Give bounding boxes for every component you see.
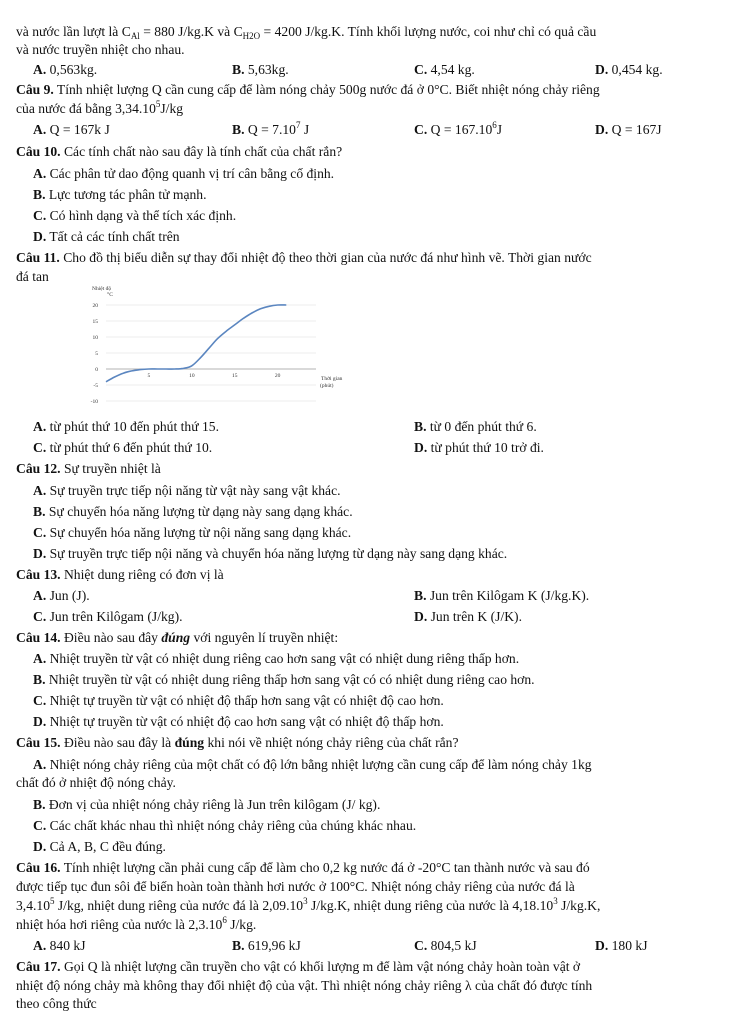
x-axis-label: Thời gian — [321, 376, 343, 382]
y-axis-label: Nhiệt độ — [92, 286, 112, 292]
x-tick-label: 5 — [147, 373, 151, 379]
q12-label: Câu 12. — [16, 461, 61, 476]
q9-option-d[interactable]: D. Q = 167J — [595, 122, 662, 137]
q8-option-c[interactable]: C. 4,54 kg. — [414, 62, 475, 77]
q11-label: Câu 11. — [16, 250, 60, 265]
q14-label: Câu 14. — [16, 630, 61, 645]
y-tick-label: -10 — [90, 399, 98, 405]
q12-option-d[interactable]: D. Sự truyền trực tiếp nội năng và chuyển hóa năng lượng từ dạng này sang dạng khác. — [33, 546, 508, 561]
q14-stem: Câu 14. Điều nào sau đây đúng với nguyên lí truyền nhiệt: — [16, 630, 339, 645]
q13-stem: Câu 13. Nhiệt dung riêng có đơn vị là — [16, 567, 224, 582]
q17-label: Câu 17. — [16, 959, 61, 974]
q11-option-d[interactable]: D. từ phút thứ 10 trở đi. — [414, 440, 544, 455]
q8-option-d[interactable]: D. 0,454 kg. — [595, 62, 663, 77]
q13-option-b[interactable]: B. Jun trên Kilôgam K (J/kg.K). — [414, 588, 590, 603]
temperature-curve — [106, 305, 286, 382]
q9-stem-line-2: của nước đá bằng 3,34.10$^5$J/kg — [16, 99, 184, 116]
y-tick-label: 15 — [92, 319, 98, 325]
y-axis-unit: °C — [107, 292, 113, 298]
q13-label: Câu 13. — [16, 567, 61, 582]
q10-option-d[interactable]: D. Tất cả các tính chất trên — [33, 229, 180, 244]
q16-stem-line-1: Câu 16. Tính nhiệt lượng cần phải cung cấp để làm cho 0,2 kg nước đá ở -20°C tan thành nước và sau đó — [16, 860, 590, 875]
q11-stem-line-1: Câu 11. Cho đồ thị biểu diễn sự thay đổi nhiệt độ theo thời gian của nước đá như hình vẽ. Thời gian nước — [16, 250, 592, 265]
chart-y-ticks — [91, 303, 99, 405]
y-tick-label: 20 — [92, 303, 98, 309]
q14-option-b[interactable]: B. Nhiệt truyền từ vật có nhiệt dung riêng thấp hơn sang vật có có nhiệt dung riêng cao hơn. — [33, 672, 535, 687]
x-tick-label: 20 — [274, 373, 281, 379]
q16-option-c[interactable]: C. 804,5 kJ — [414, 938, 477, 953]
q15-label: Câu 15. — [16, 735, 61, 750]
q12-stem: Câu 12. Sự truyền nhiệt là — [16, 461, 161, 476]
q11-option-a[interactable]: A. từ phút thứ 10 đến phút thứ 15. — [33, 419, 219, 434]
x-tick-label: 15 — [232, 373, 238, 379]
y-tick-label: 0 — [95, 367, 98, 373]
q10-option-c[interactable]: C. Có hình dạng và thể tích xác định. — [33, 208, 237, 223]
q15-option-a[interactable]: A. Nhiệt nóng chảy riêng của một chất có độ lớn bằng nhiệt lượng cần cung cấp để làm nóng chảy 1kg — [33, 757, 592, 772]
chart-grid — [106, 305, 316, 401]
q12-option-c[interactable]: C. Sự chuyển hóa năng lượng từ nội năng sang dạng khác. — [33, 525, 352, 540]
q13-option-c[interactable]: C. Jun trên Kilôgam (J/kg). — [33, 609, 183, 624]
q8-option-a[interactable]: A. 0,563kg. — [33, 62, 98, 77]
q9-stem-line-1: Câu 9. Tính nhiệt lượng Q cần cung cấp để làm nóng chảy 500g nước đá ở 0°C. Biết nhiệt nóng chảy riêng — [16, 82, 600, 97]
temperature-time-chart — [80, 283, 370, 415]
q13-option-a[interactable]: A. Jun (J). — [33, 588, 90, 603]
q17-stem-line-3: theo công thức — [16, 996, 97, 1011]
q16-option-a[interactable]: A. 840 kJ — [33, 938, 86, 953]
q15-option-a-line-2: chất đó ở nhiệt độ nóng chảy. — [16, 775, 176, 790]
q10-label: Câu 10. — [16, 144, 61, 159]
q17-stem-line-1: Câu 17. Gọi Q là nhiệt lượng cần truyền cho vật có khối lượng m để làm vật nóng chảy hoàn toàn vật ở — [16, 959, 581, 974]
x-axis-unit: (phút) — [320, 383, 334, 389]
q9-option-c[interactable]: C. $Q = 167.10^6J$ — [414, 120, 503, 137]
q8-text-line-1: và nước lần lượt là $C_{Al} = 880$ J/kg.K và $C_{H2O} = 4200$ J/kg.K. Tính khối lượng nước, coi như chỉ có quả cầu — [16, 24, 597, 41]
y-tick-label: -5 — [93, 383, 98, 389]
q11-option-b[interactable]: B. từ 0 đến phút thứ 6. — [414, 419, 537, 434]
q12-option-a[interactable]: A. Sự truyền trực tiếp nội năng từ vật này sang vật khác. — [33, 483, 341, 498]
q17-stem-line-2: nhiệt độ nóng chảy mà không thay đổi nhiệt độ của vật. Thì nhiệt nóng chảy riêng λ của chất đó được tính — [16, 978, 593, 993]
q14-option-c[interactable]: C. Nhiệt tự truyền từ vật có nhiệt độ thấp hơn sang vật có nhiệt độ cao hơn. — [33, 693, 444, 708]
q14-option-a[interactable]: A. Nhiệt truyền từ vật có nhiệt dung riêng cao hơn sang vật có nhiệt dung riêng thấp hơn. — [33, 651, 520, 666]
q16-stem-line-4: nhiệt hóa hơi riêng của nước là 2,3.10$^6$ J/kg. — [16, 915, 257, 932]
q8-option-b[interactable]: B. 5,63kg. — [232, 62, 289, 77]
q13-option-d[interactable]: D. Jun trên K (J/K). — [414, 609, 522, 624]
q9-option-a[interactable]: A. Q = 167k J — [33, 122, 110, 137]
q9-option-b[interactable]: B. $Q = 7.10^7$ J — [232, 120, 310, 137]
q16-stem-line-3: 3,4.10$^5$ J/kg, nhiệt dung riêng của nước đá là 2,09.10$^3$ J/kg.K, nhiệt dung riêng của nước là 4,18.10$^3$ J/kg.K, — [16, 896, 601, 913]
q11-option-c[interactable]: C. từ phút thứ 6 đến phút thứ 10. — [33, 440, 213, 455]
q8-text-line-2: và nước truyền nhiệt cho nhau. — [16, 42, 185, 57]
q16-option-b[interactable]: B. 619,96 kJ — [232, 938, 301, 953]
q10-option-a[interactable]: A. Các phân tử dao động quanh vị trí cân bằng cố định. — [33, 166, 335, 181]
chart-x-ticks — [148, 373, 281, 379]
q14-option-d[interactable]: D. Nhiệt tự truyền từ vật có nhiệt độ cao hơn sang vật có nhiệt độ thấp hơn. — [33, 714, 444, 729]
x-tick-label: 10 — [189, 373, 195, 379]
q10-option-b[interactable]: B. Lực tương tác phân tử mạnh. — [33, 187, 207, 202]
q16-stem-line-2: được tiếp tục đun sôi để biến hoàn toàn thành hơi nước ở 100°C. Nhiệt nóng chảy riêng của nước đá là — [16, 879, 575, 894]
q10-stem: Câu 10. Các tính chất nào sau đây là tính chất của chất rắn? — [16, 144, 343, 159]
q15-option-c[interactable]: C. Các chất khác nhau thì nhiệt nóng chảy riêng của chúng khác nhau. — [33, 818, 417, 833]
q15-option-b[interactable]: B. Đơn vị của nhiệt nóng chảy riêng là Jun trên kilôgam (J/ kg). — [33, 797, 381, 812]
y-tick-label: 10 — [92, 335, 98, 341]
y-tick-label: 5 — [95, 351, 98, 357]
q12-option-b[interactable]: B. Sự chuyển hóa năng lượng từ dạng này sang dạng khác. — [33, 504, 353, 519]
q16-option-d[interactable]: D. 180 kJ — [595, 938, 648, 953]
q11-stem-line-2: đá tan — [16, 269, 49, 284]
q9-label: Câu 9. — [16, 82, 54, 97]
q15-stem: Câu 15. Điều nào sau đây là đúng khi nói về nhiệt nóng chảy riêng của chất rắn? — [16, 735, 459, 750]
q16-label: Câu 16. — [16, 860, 61, 875]
q15-option-d[interactable]: D. Cả A, B, C đều đúng. — [33, 839, 166, 854]
